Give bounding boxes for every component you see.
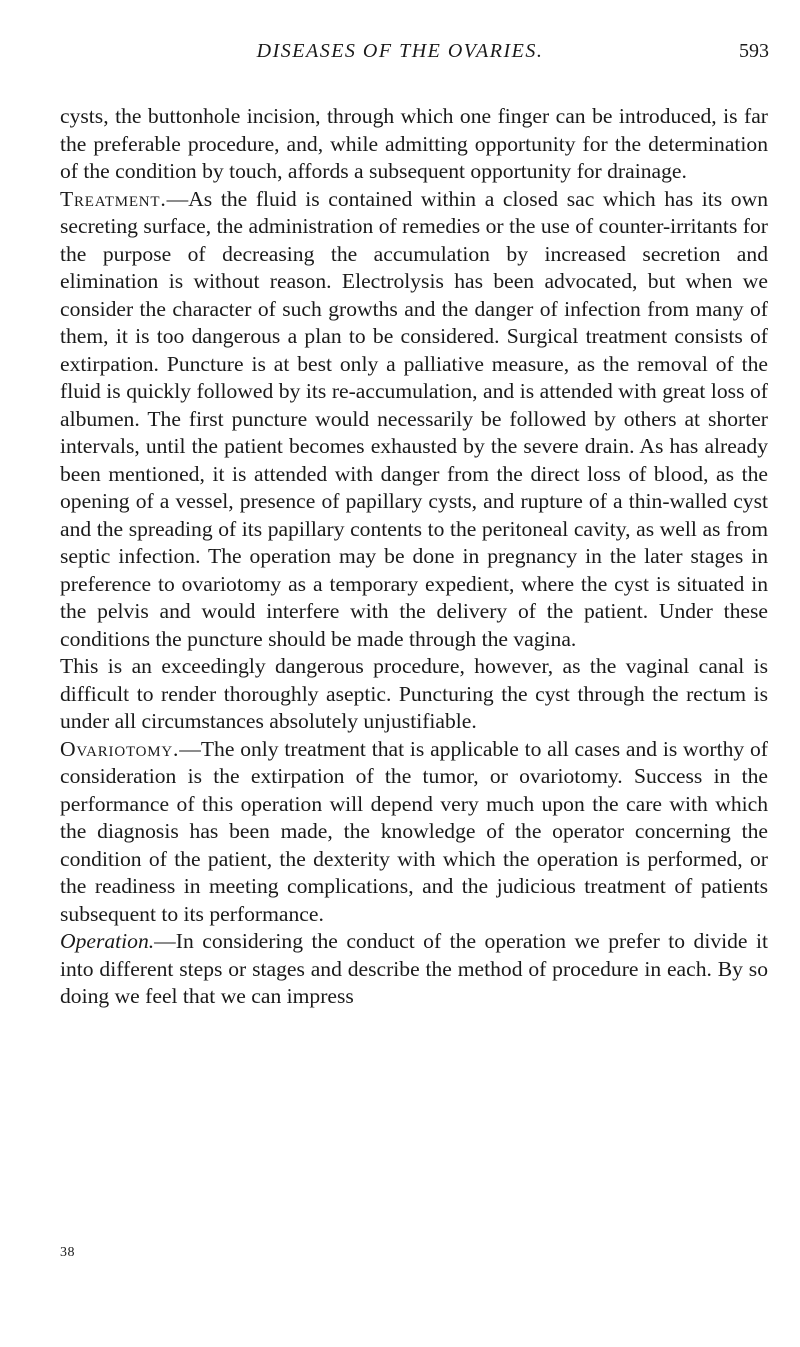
paragraph-ovariotomy bbox=[60, 736, 768, 929]
paragraph-text: —The only treatment that is applicable to all cases and is worthy of consideration is the extirpation of the tumor, or ovariotomy. Success in the performance of this operation will depend very much upon the care with which the diagnosis has been made, the knowledge of the operator concerning the condition of the patient, the dexterity with which the operation is performed, or the readiness in meeting complications, and the judicious treatment of patients subsequent to its performance. bbox=[60, 736, 768, 926]
body-text bbox=[60, 103, 768, 1011]
paragraph-text: —As the fluid is contained within a closed sac which has its own secreting surface, the administration of remedies or the use of counter-irritants for the purpose of decreasing the accumulation by increased secretion and elimination is without reason. Electrolysis has been advocated, but when we consider the character of such growths and the danger of infection from many of them, it is too dangerous a plan to be considered. Surgical treatment consists of extirpation. Puncture is at best only a palliative measure, as the removal of the fluid is quickly followed by its re-accumulation, and is attended with great loss of albumen. The first puncture would necessarily be followed by others at shorter intervals, until the patient becomes exhausted by the severe drain. As has already been mentioned, it is attended with danger from the direct loss of blood, as the opening of a vessel, presence of papillary cysts, and rupture of a thin-walled cyst and the spreading of its papillary contents to the peritoneal cavity, as well as from septic infection. The operation may be done in pregnancy in the later stages in preference to ovariotomy as a temporary expedient, where the cyst is situated in the pelvis and would interfere with the delivery of the patient. Under these conditions the puncture should be made through the vagina. bbox=[60, 186, 768, 651]
running-head bbox=[0, 40, 800, 70]
paragraph-treatment bbox=[60, 186, 768, 654]
paragraph-text: cysts, the buttonhole incision, through which one finger can be introduced, is far the preferable procedure, and, while admitting opportunity for the determination of the condition by touch, affords a subsequent opportunity for drainage. bbox=[60, 104, 768, 183]
running-title: DISEASES OF THE OVARIES. bbox=[256, 40, 544, 62]
section-heading-operation: Operation. bbox=[60, 929, 155, 953]
section-heading-ovariotomy: Ovariotomy. bbox=[60, 736, 180, 761]
paragraph bbox=[60, 653, 768, 736]
paragraph-text: —In considering the conduct of the operation we prefer to divide it into different steps or stages and describe the method of procedure in each. By so doing we feel that we can impress bbox=[60, 929, 768, 1008]
paragraph bbox=[60, 103, 768, 186]
paragraph-operation bbox=[60, 928, 768, 1011]
page-number: 593 bbox=[739, 40, 769, 62]
signature-mark: 38 bbox=[60, 1245, 75, 1260]
paragraph-text: This is an exceedingly dangerous procedure, however, as the vaginal canal is difficult to render thoroughly aseptic. Puncturing the cyst through the rectum is under all circumstances absolutely unjustifiable. bbox=[60, 654, 768, 733]
section-heading-treatment: Treatment. bbox=[60, 186, 167, 211]
